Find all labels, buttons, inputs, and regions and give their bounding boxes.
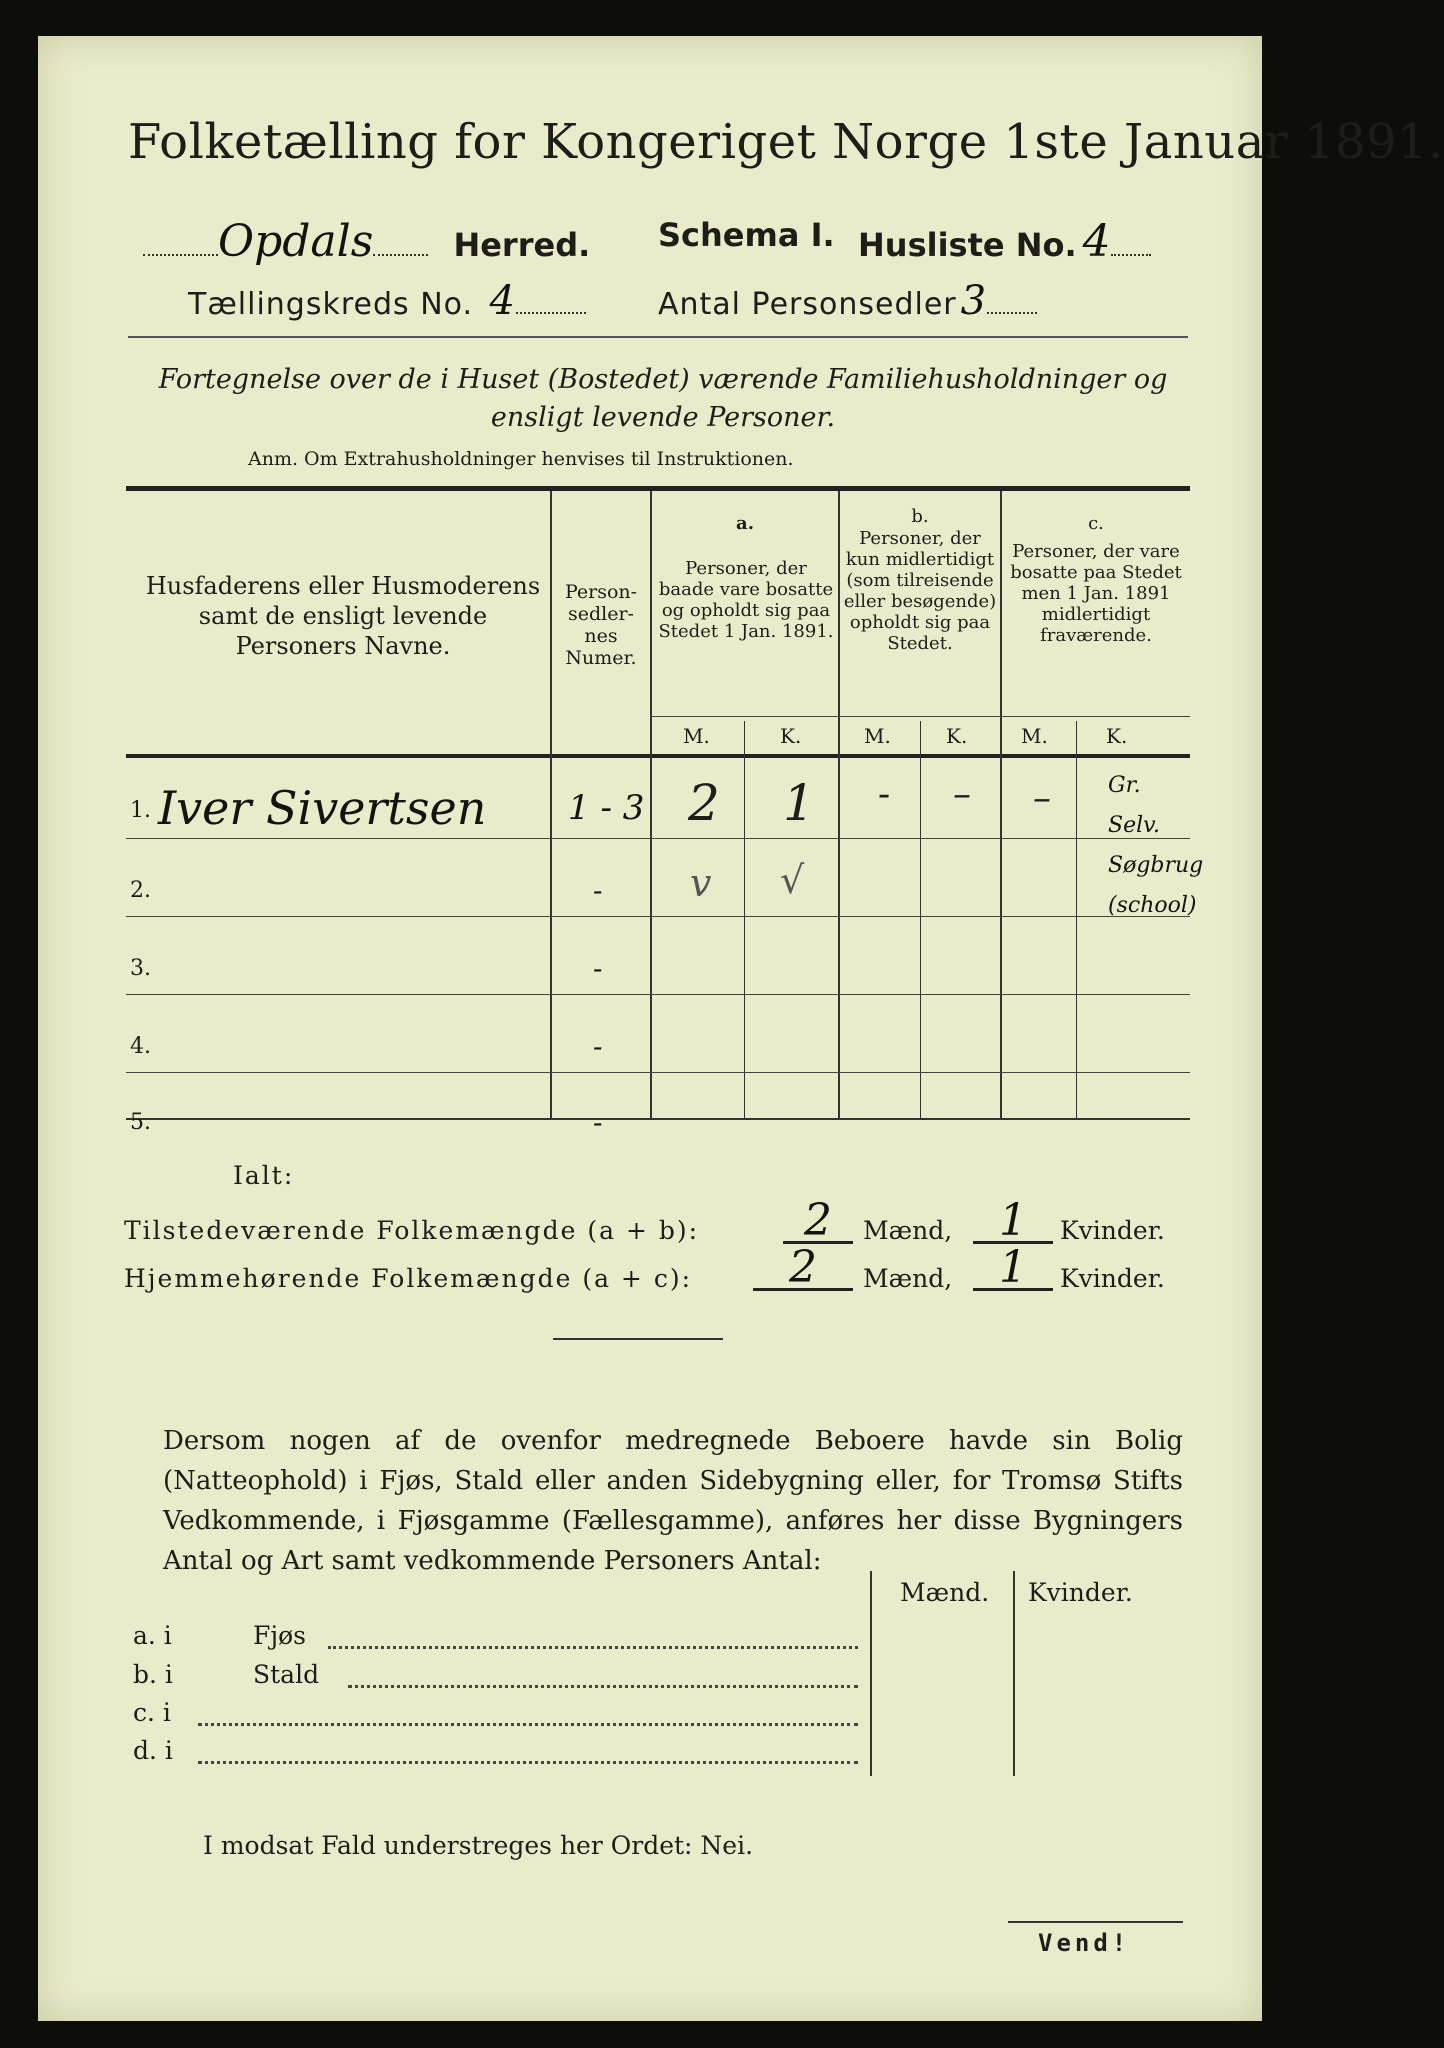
herred-line — [143, 216, 590, 267]
tilst-label: Tilstedeværende Folkemængde (a + b): — [124, 1216, 700, 1245]
col-b-k: K. — [946, 724, 968, 748]
form-title: Folketælling for Kongeriget Norge 1ste Januar 1891. — [128, 114, 1444, 170]
tilst-m-value: 2 — [783, 1201, 853, 1244]
personsedler-value: 3 — [960, 278, 988, 324]
building-item-label: c. i — [133, 1698, 171, 1727]
col-c-m: M. — [1021, 724, 1048, 748]
col-a-letter: a. — [736, 513, 754, 534]
dot-leader — [328, 1644, 858, 1649]
hjem-k-value: 1 — [973, 1248, 1053, 1291]
row-b-m: - — [878, 774, 891, 815]
buildings-kvinder-header: Kvinder. — [1028, 1578, 1133, 1607]
kreds-label: Tællingskreds No. — [188, 287, 473, 322]
dot-leader — [198, 1759, 858, 1764]
row-b-k: – — [953, 774, 971, 815]
col-a-k: K. — [780, 724, 802, 748]
building-item-label: a. i — [133, 1621, 172, 1650]
divider — [128, 336, 1188, 338]
col-a-header: Personer, der baade vare bosatte og opholdt sig paa Stedet 1 Jan. 1891. — [658, 558, 834, 642]
row-c-k: Gr. Selv. Søgbrug (school) — [1108, 773, 1204, 918]
hjem-label: Hjemmehørende Folkemængde (a + c): — [124, 1264, 692, 1293]
mk-divider — [1076, 721, 1077, 1118]
row-a-m: v — [690, 861, 712, 905]
col-name-header: Husfaderens eller Husmoderens samt de ensligt levende Personers Navne. — [145, 572, 541, 660]
col-num-header: Person-sedler-nes Numer. — [564, 581, 638, 669]
row-persnum: - — [593, 1106, 603, 1139]
herred-value: Opdals — [218, 216, 374, 267]
hjem-m-value: 2 — [753, 1248, 853, 1291]
intro-text: Fortegnelse over de i Huset (Bostedet) værende Familiehusholdninger og ensligt levende Personer. — [158, 364, 1168, 433]
husliste-value: 4 — [1082, 216, 1111, 267]
col-c-k: K. — [1106, 724, 1128, 748]
table-top-border — [126, 486, 1190, 491]
col-divider — [550, 491, 552, 1118]
table-bottom-border — [126, 1118, 1190, 1120]
building-item-name: Fjøs — [253, 1621, 306, 1650]
col-b-m: M. — [864, 724, 891, 748]
kreds-line — [188, 278, 586, 324]
buildings-divider — [870, 1571, 872, 1776]
row-a-m: 2 — [688, 774, 720, 832]
census-form-page — [38, 36, 1444, 2021]
schema-label: Schema I. — [658, 216, 835, 254]
personsedler-label: Antal Personsedler — [658, 287, 957, 322]
col-b-header: Personer, der kun midlertidigt (som tilreisende eller besøgende) opholdt sig paa Stedet. — [843, 528, 997, 654]
row-number: 5. — [130, 1110, 151, 1135]
row-persnum: - — [593, 952, 603, 985]
row-a-k: √ — [780, 858, 805, 902]
dot-leader — [348, 1683, 858, 1688]
row-number: 2. — [130, 878, 151, 903]
row-persnum: 1 - 3 — [568, 788, 645, 828]
tilst-k-value: 1 — [973, 1201, 1053, 1244]
col-c-letter: c. — [1088, 513, 1104, 534]
mk-divider — [744, 721, 745, 1118]
row-persnum: - — [593, 1030, 603, 1063]
dot-leader — [198, 1721, 858, 1726]
vend-text: Vend! — [1038, 1929, 1131, 1957]
ialt-label: Ialt: — [233, 1161, 295, 1190]
vend-line — [1008, 1921, 1183, 1923]
building-item-name: Stald — [253, 1660, 320, 1689]
row-name: Iver Sivertsen — [158, 781, 487, 835]
buildings-maend-header: Mænd. — [900, 1578, 990, 1607]
col-b-letter: b. — [911, 506, 929, 527]
row-line — [126, 838, 1190, 839]
col-divider — [650, 491, 652, 1118]
row-number: 4. — [130, 1034, 151, 1059]
herred-label: Herred. — [453, 226, 591, 264]
row-persnum: - — [593, 874, 603, 907]
building-item-label: b. i — [133, 1660, 173, 1689]
mk-divider — [920, 721, 921, 1118]
row-number: 3. — [130, 956, 151, 981]
hjem-maend: Mænd, — [863, 1264, 953, 1293]
section-divider — [553, 1338, 723, 1340]
husliste-line — [858, 216, 1151, 267]
mk-header-line — [650, 716, 1190, 717]
row-line — [126, 916, 1190, 917]
row-line — [126, 994, 1190, 995]
hjem-kvinder: Kvinder. — [1060, 1264, 1165, 1293]
personsedler-line — [658, 278, 1037, 324]
tilst-kvinder: Kvinder. — [1060, 1216, 1165, 1245]
row-number: 1. — [130, 798, 151, 823]
husliste-label: Husliste No. — [858, 226, 1077, 264]
row-c-m: – — [1033, 778, 1051, 819]
nei-text: I modsat Fald understreges her Ordet: Nei. — [203, 1831, 754, 1860]
col-c-header: Personer, der vare bosatte paa Stedet men 1 Jan. 1891 midlertidigt fraværende. — [1010, 541, 1182, 646]
note-text: Anm. Om Extrahusholdninger henvises til Instruktionen. — [248, 448, 794, 470]
table-header-border — [126, 754, 1190, 758]
col-divider — [1000, 491, 1002, 1118]
tilst-maend: Mænd, — [863, 1216, 953, 1245]
kreds-value: 4 — [489, 278, 516, 324]
building-item-label: d. i — [133, 1736, 173, 1765]
bolig-paragraph: Dersom nogen af de ovenfor medregnede Beboere havde sin Bolig (Natteophold) i Fjøs, Stald eller anden Sidebygning eller, for Tromsø Stifts Vedkommende, i Fjøsgamme (Fællesgamme), anføres her disse Bygningers Antal og Art samt vedkommende Personers Antal: — [163, 1426, 1183, 1576]
buildings-divider — [1013, 1571, 1015, 1776]
col-a-m: M. — [683, 724, 710, 748]
row-a-k: 1 — [783, 774, 815, 832]
row-line — [126, 1072, 1190, 1073]
